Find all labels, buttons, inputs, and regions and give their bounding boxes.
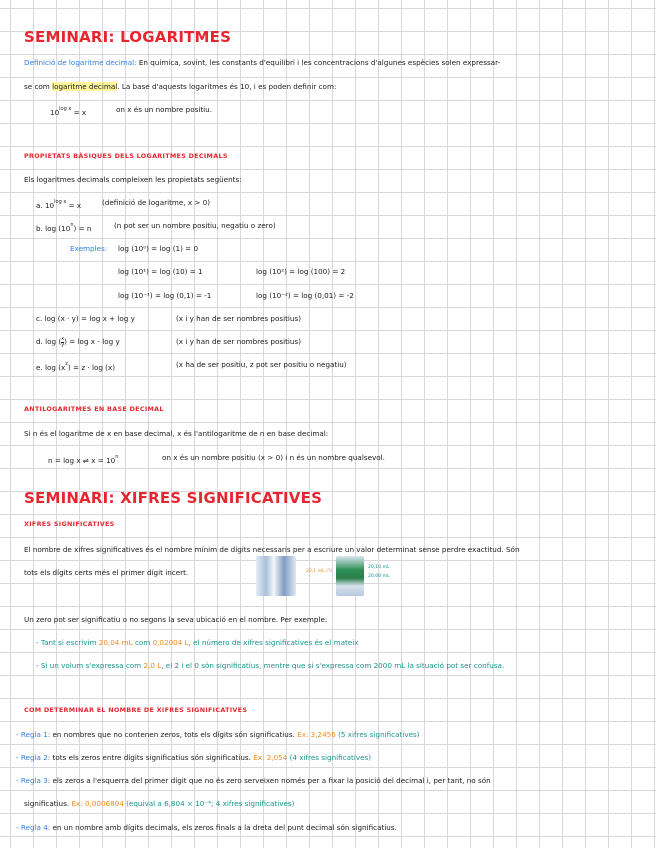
rule-2-note: (4 xifres significatives) [287,753,372,762]
fraction-numerator: x [61,335,65,342]
property-d-note: (x i y han de ser nombres positius) [176,337,302,346]
sig-figs-paragraph-1: El nombre de xifres significatives és el nombre mínim de dígits necessaris per a escriure un valor determinat sense perdre exactitud. Són [24,545,520,554]
property-a-note: (definició de logaritme, x > 0) [102,198,211,207]
definition-paragraph [24,57,500,68]
antilog-formula-note: on x és un nombre positiu (x > 0) i n és un nombre qualsevol. [162,453,385,462]
rule-3 [16,775,491,786]
burette-label-1: 20,1 mL (?) [306,569,333,574]
zero-example-2-value: 2,0 L [143,661,162,670]
fraction-denominator: y [61,341,65,348]
antilog-formula [48,452,118,466]
property-e-end: ) = z · log (x) [67,363,116,372]
rule-3-continued [24,798,294,809]
example-row-1: log (10⁰) = log (1) = 0 [118,244,199,253]
antilog-formula-exponent: n [115,454,119,460]
zero-example-1-value-b: 0,02004 L [152,638,189,647]
property-e [36,359,115,373]
highlighted-term: logaritme decimal [52,82,118,91]
burette-image-right [336,556,364,596]
properties-intro: Els logaritmes decimals compleixen les propietats següents: [24,175,242,184]
property-e-start: e. log (x [36,363,66,372]
example-row-3-left: log (10⁻¹) = log (0,1) = -1 [118,291,212,300]
definition-line-2 [24,81,336,92]
property-e-note: (x ha de ser positiu, z pot ser positiu o negatiu) [176,360,347,369]
formula-exponent: log x [59,106,72,112]
zero-example-2-end: , el 2 i el 0 són significatius, mentre que si s'expressa com 2000 mL la situació pot ser confusa. [161,661,505,670]
antilog-text: Si n és el logaritme de x en base decimal, x és l'antilogaritme de n en base decimal: [24,429,329,438]
rule-3-label: - Regla 3: [16,776,51,785]
property-a-base: a. 10 [36,201,55,210]
examples-label: Exemples: [70,244,108,253]
properties-heading: PROPIETATS BÀSIQUES DELS LOGARITMES DECIMALS [24,152,228,160]
rule-1-text: en nombres que no contenen zeros, tots els dígits són significatius. [50,730,298,739]
property-b-end: ) = n [73,224,92,233]
property-b-note: (n pot ser un nombre positiu, negatiu o zero) [114,221,276,230]
antilog-heading: ANTILOGARITMES EN BASE DECIMAL [24,405,164,413]
rule-1-label: - Regla 1: [16,730,51,739]
formula-result: = x [71,108,87,117]
burette-image-left [256,556,296,596]
example-row-2-right: log (10²) = log (100) = 2 [256,267,346,276]
rule-3-note: (equival a 6,804 × 10⁻⁴; 4 xifres significatives) [123,799,295,808]
property-b-start: b. log (10 [36,224,71,233]
property-a-result: = x [66,201,82,210]
rule-2-label: - Regla 2: [16,753,51,762]
zero-example-2-start: - Si un volum s'expressa com [36,661,144,670]
rule-3-example: Ex: 0,0006804 [71,799,124,808]
page-title-logarithms: SEMINARI: LOGARITMES [24,28,232,46]
zero-example-1-end: , el número de xifres significatives és el mateix [188,638,359,647]
definition-line2-start: se com [24,82,53,91]
definition-term: Definició de logaritme decimal: [24,58,137,67]
rule-1 [16,729,420,740]
property-d [36,336,120,348]
burette-label-2a: 20,10 mL [368,565,390,570]
determine-heading: COM DETERMINAR EL NOMBRE DE XIFRES SIGNIFICATIVES [24,706,248,714]
rule-1-example: Ex: 3,2456 [297,730,336,739]
rule-2-text: tots els zeros entre dígits significatius són significatius. [50,753,254,762]
rule-4-text: en un nombre amb dígits decimals, els zeros finals a la dreta del punt decimal són significatius. [50,823,397,832]
rule-2 [16,752,371,763]
property-c: c. log (x · y) = log x + log y [36,314,135,323]
zero-example-1-mid: com [132,638,153,647]
property-c-note: (x i y han de ser nombres positius) [176,314,302,323]
sig-figs-subheading: XIFRES SIGNIFICATIVES [24,520,115,528]
definition-text: En química, sovint, les constants d'equilibri i les concentracions d'algunes espècies solen expressar- [136,58,501,67]
zero-example-1 [36,637,359,648]
property-b [36,220,91,234]
property-d-end: ) = log x - log y [64,337,120,346]
property-a [36,197,81,211]
property-d-start: d. log ( [36,337,62,346]
rule-4-label: - Regla 4: [16,823,51,832]
page-title-significant-figures: SEMINARI: XIFRES SIGNIFICATIVES [24,489,323,507]
zero-explanation: Un zero pot ser significatiu o no segons la seva ubicació en el nombre. Per exemple: [24,615,328,624]
property-a-exponent: log x [54,199,67,205]
example-row-3-right: log (10⁻²) = log (0,01) = -2 [256,291,354,300]
definition-formula [50,104,86,118]
zero-example-1-start: - Tant si escrivim [36,638,99,647]
antilog-formula-main: n = log x ⇌ x = 10 [48,456,116,465]
rule-2-example: Ex: 2,054 [253,753,288,762]
definition-line2-end: . La base d'aquests logaritmes és 10, i es poden definir com: [117,82,337,91]
zero-example-2 [36,660,504,671]
rule-4 [16,822,397,833]
burette-illustration [256,556,392,596]
rule-1-note: (5 xifres significatives) [335,730,420,739]
formula-note: on x és un nombre positiu. [116,105,212,114]
example-row-2-left: log (10¹) = log (10) = 1 [118,267,203,276]
rule-3-text-2: significatius. [24,799,72,808]
sig-figs-paragraph-2: tots els dígits certs més el primer dígit incert. [24,568,189,577]
formula-base: 10 [50,108,60,117]
burette-label-2b: 20,00 mL [368,574,390,579]
zero-example-1-value-a: 20,04 mL [98,638,133,647]
property-b-exponent: n [70,222,74,228]
property-e-exponent: z [65,361,68,367]
rule-3-text: els zeros a l'esquerra del primer dígit que no és zero serveixen només per a fixar la posició del decimal i, per tant, no són [50,776,491,785]
